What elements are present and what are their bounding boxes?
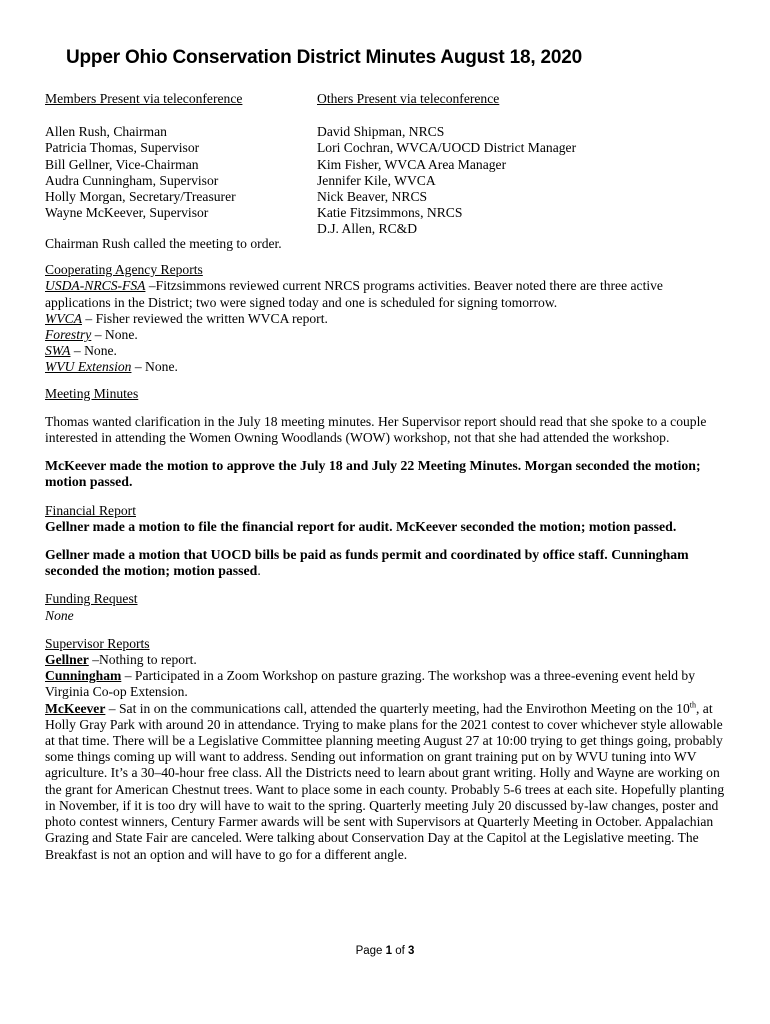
others-column xyxy=(317,91,737,238)
wvca-text: – Fisher reviewed the written WVCA report. xyxy=(82,310,328,326)
financial-motion-2 xyxy=(45,547,727,579)
wvu-report xyxy=(45,359,727,375)
other-name: D.J. Allen, RC&D xyxy=(317,221,418,237)
cooperating-heading: Cooperating Agency Reports xyxy=(45,262,203,278)
member-name: Holly Morgan, Secretary/Treasurer xyxy=(45,189,236,205)
forestry-label: Forestry xyxy=(45,327,92,343)
usda-report xyxy=(45,278,727,310)
mckeever-report xyxy=(45,701,727,863)
total-pages-number: 3 xyxy=(408,945,415,957)
wvca-label: WVCA xyxy=(45,310,82,326)
swa-report xyxy=(45,343,727,359)
other-name: Nick Beaver, NRCS xyxy=(317,189,428,205)
member-name: Patricia Thomas, Supervisor xyxy=(45,140,200,156)
mckeever-label: McKeever xyxy=(45,700,106,716)
financial-motion-2-text: Gellner made a motion that UOCD bills be paid as funds permit and coordinated by office staff. Cunningham seconded the motion; motion passed xyxy=(45,547,689,579)
other-name: Jennifer Kile, WVCA xyxy=(317,172,436,188)
member-name: Wayne McKeever, Supervisor xyxy=(45,205,209,221)
other-name: Kim Fisher, WVCA Area Manager xyxy=(317,156,507,172)
funding-section xyxy=(45,591,727,623)
wvu-text: – None. xyxy=(131,359,178,375)
mckeever-text-b: , at Holly Gray Park with around 20 in attendance. Trying to make plans for the 2021 contest to cover whichever style allowable at that time. There will be a Legislative Committee planning meeting August 27 at 10:00 trying to get things going, probably some things coming up will want to address. Sending out information on grant training put on by WVU tuning into WV agriculture. It’s a 30–40-hour free class. All the Districts need to learn about grant writing. Holly and Wayne are working on the grant for American Chestnut trees. Want to place some in each county. Probably 5-6 trees at each site. Hopefully planting in November, if it is too dry will have to wait to the spring. Quarterly meeting July 20 discussed by-law changes, poster and photo contest winners, Century Farmer awards will be sent with Supervisors at Quarterly Meeting in October. Appalachian Grazing and State Fair are canceled. Were talking about Conservation Day at the Capitol at the Legislative meeting. The Breakfast is not an option and will have to go for a different angle. xyxy=(45,700,725,862)
minutes-section xyxy=(45,386,727,491)
cunningham-text: – Participated in a Zoom Workshop on pasture grazing. The workshop was a three-evening event held by Virginia Co-op Extension. xyxy=(45,668,696,700)
supervisor-heading: Supervisor Reports xyxy=(45,635,150,651)
supervisor-section xyxy=(45,636,727,863)
page-footer xyxy=(0,945,770,957)
cooperating-section xyxy=(45,262,727,375)
members-heading: Members Present via teleconference xyxy=(45,91,243,106)
financial-section xyxy=(45,503,727,580)
forestry-report xyxy=(45,327,727,343)
minutes-heading: Meeting Minutes xyxy=(45,385,139,401)
member-name: Allen Rush, Chairman xyxy=(45,124,167,140)
other-name: Katie Fitzsimmons, NRCS xyxy=(317,205,463,221)
member-name: Bill Gellner, Vice-Chairman xyxy=(45,156,199,172)
minutes-body xyxy=(45,236,727,863)
wvca-report xyxy=(45,311,727,327)
financial-motion-1: Gellner made a motion to file the financial report for audit. McKeever seconded the motion; motion passed. xyxy=(45,518,677,534)
page-word: Page xyxy=(355,945,386,957)
cunningham-label: Cunningham xyxy=(45,668,122,684)
mckeever-text-a: – Sat in on the communications call, attended the quarterly meeting, had the Envirothon Meeting on the 10 xyxy=(105,700,690,716)
minutes-text: Thomas wanted clarification in the July 18 meeting minutes. Her Supervisor report should read that she spoke to a couple interested in attending the Women Owning Woodlands (WOW) workshop, not that she had attended the workshop. xyxy=(45,413,707,446)
usda-label: USDA-NRCS-FSA xyxy=(45,278,146,294)
swa-text: – None. xyxy=(70,343,117,359)
members-list xyxy=(45,124,315,221)
minutes-motion: McKeever made the motion to approve the July 18 and July 22 Meeting Minutes. Morgan seconded the motion; motion passed. xyxy=(45,458,701,490)
other-name: David Shipman, NRCS xyxy=(317,124,445,140)
current-page-number: 1 xyxy=(385,945,393,957)
members-column xyxy=(45,91,315,221)
of-word: of xyxy=(392,945,409,957)
call-to-order: Chairman Rush called the meeting to order. xyxy=(45,236,282,251)
forestry-text: – None. xyxy=(91,327,138,343)
gellner-text: –Nothing to report. xyxy=(88,652,197,668)
document-title: Upper Ohio Conservation District Minutes August 18, 2020 xyxy=(66,47,582,68)
gellner-label: Gellner xyxy=(45,652,89,668)
financial-motion-2-end: . xyxy=(257,563,261,579)
others-heading: Others Present via teleconference xyxy=(317,91,500,106)
others-list xyxy=(317,124,737,237)
wvu-label: WVU Extension xyxy=(45,359,132,375)
other-name: Lori Cochran, WVCA/UOCD District Manager xyxy=(317,140,577,156)
swa-label: SWA xyxy=(45,343,71,359)
cunningham-report xyxy=(45,668,727,700)
funding-heading: Funding Request xyxy=(45,591,138,607)
member-name: Audra Cunningham, Supervisor xyxy=(45,172,219,188)
usda-text: –Fitzsimmons reviewed current NRCS programs activities. Beaver noted there are three active applications in the District; two were signed today and one is scheduled for signing tomorrow. xyxy=(45,278,663,310)
funding-text: None xyxy=(45,607,74,623)
gellner-report xyxy=(45,652,727,668)
financial-heading: Financial Report xyxy=(45,502,136,518)
ordinal-suffix: th xyxy=(689,700,696,710)
